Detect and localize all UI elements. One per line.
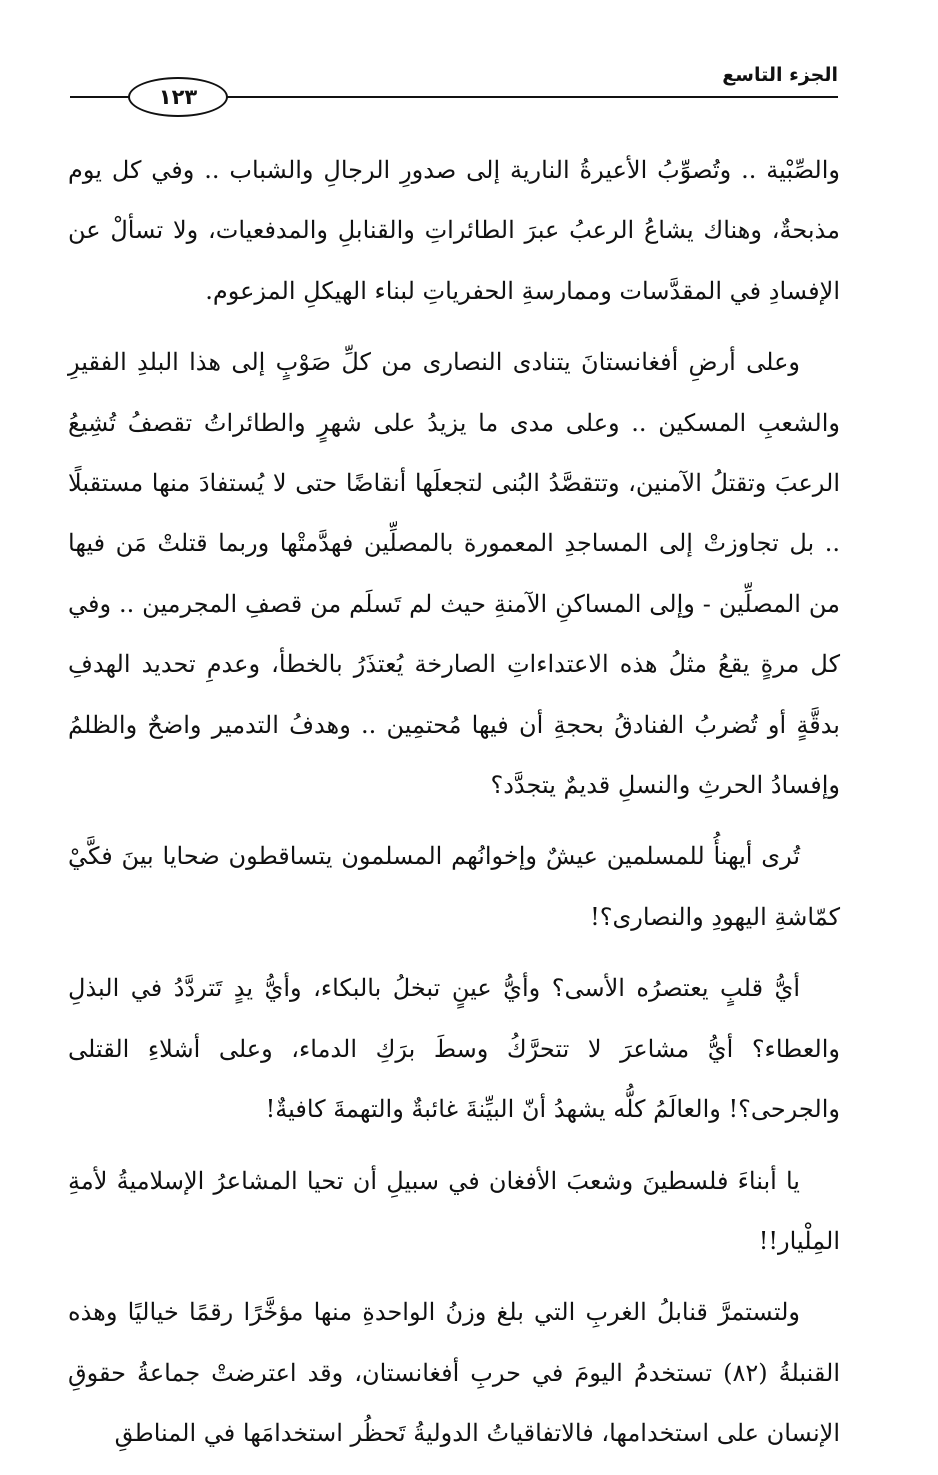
page-number-badge: ١٢٣ [128,77,228,117]
body-text [68,140,840,1475]
paragraph: ولتستمرَّ قنابلُ الغربِ التي بلغ وزنُ الواحدةِ منها مؤخَّرًا رقمًا خياليًا وهذه القنبلةُ (٨٢) تستخدمُ اليومَ في حربِ أفغانستان، وقد اعترضتْ جماعةُ حقوقِ الإنسان على استخدامها، فالاتفاقياتُ الدوليةُ تَحظُر استخدامَها في المناطقِ [68,1298,840,1448]
paragraph: والصِّبْية .. وتُصوِّبُ الأعيرةُ النارية إلى صدورِ الرجالِ والشباب .. وفي كل يوم مذبحةٌ، وهناك يشاعُ الرعبُ عبرَ الطائراتِ والقنابلِ والمدفعيات، ولا تسألْ عن الإفسادِ في المقدَّسات وممارسةِ الحفرياتِ لبناء الهيكلِ المزعوم. [68,156,840,305]
paragraph: أيُّ قلبٍ يعتصرُه الأسى؟ وأيُّ عينٍ تبخلُ بالبكاء، وأيُّ يدٍ تَتردَّدُ في البذلِ والعطاء؟ أيُّ مشاعرَ لا تتحرَّكُ وسطَ برَكِ الدماء، وعلى أشلاءِ القتلى والجرحى؟! والعالَمُ كلُّه يشهدُ أنّ البيِّنةَ غائبةٌ والتهمةَ كافيةٌ! [68,974,840,1124]
paragraph: تُرى أيهنأُ للمسلمين عيشٌ وإخوانُهم المسلمون يتساقطون ضحايا بينَ فكَّيْ كمّاشةِ اليهودِ والنصارى؟! [68,842,840,931]
running-header-title: الجزء التاسع [722,64,838,86]
paragraph: يا أبناءَ فلسطينَ وشعبَ الأفغان في سبيلِ أن تحيا المشاعرُ الإسلاميةُ لأمةِ المِلْيار!! [68,1166,840,1255]
page-header [70,58,838,108]
paragraph: وعلى أرضِ أفغانستانَ يتنادى النصارى من كلِّ صَوْبٍ إلى هذا البلدِ الفقيرِ والشعبِ المسكين .. وعلى مدى ما يزيدُ على شهرٍ والطائراتُ تقصفُ تُشِيعُ الرعبَ وتقتلُ الآمنين، وتتقصَّدُ البُنى لتجعلَها أنقاضًا حتى لا يُستفادَ منها مستقبلًا .. بل تجاوزتْ إلى المساجدِ المعمورة بالمصلِّين فهدَّمتْها وربما قتلتْ مَن فيها من المصلِّين - وإلى المساكنِ الآمنةِ حيث لم تَسلَم من قصفِ المجرمين .. وفي كل مرةٍ يقعُ مثلُ هذه الاعتداءاتِ الصارخة يُعتذَرُ بالخطأ، وعدمِ تحديد الهدفِ بدقَّةٍ أو تُضربُ الفنادقُ بحجةِ أن فيها مُحتمِين .. وهدفُ التدمير واضحٌ والظلمُ وإفسادُ الحرثِ والنسلِ قديمٌ يتجدَّد؟ [68,348,840,800]
